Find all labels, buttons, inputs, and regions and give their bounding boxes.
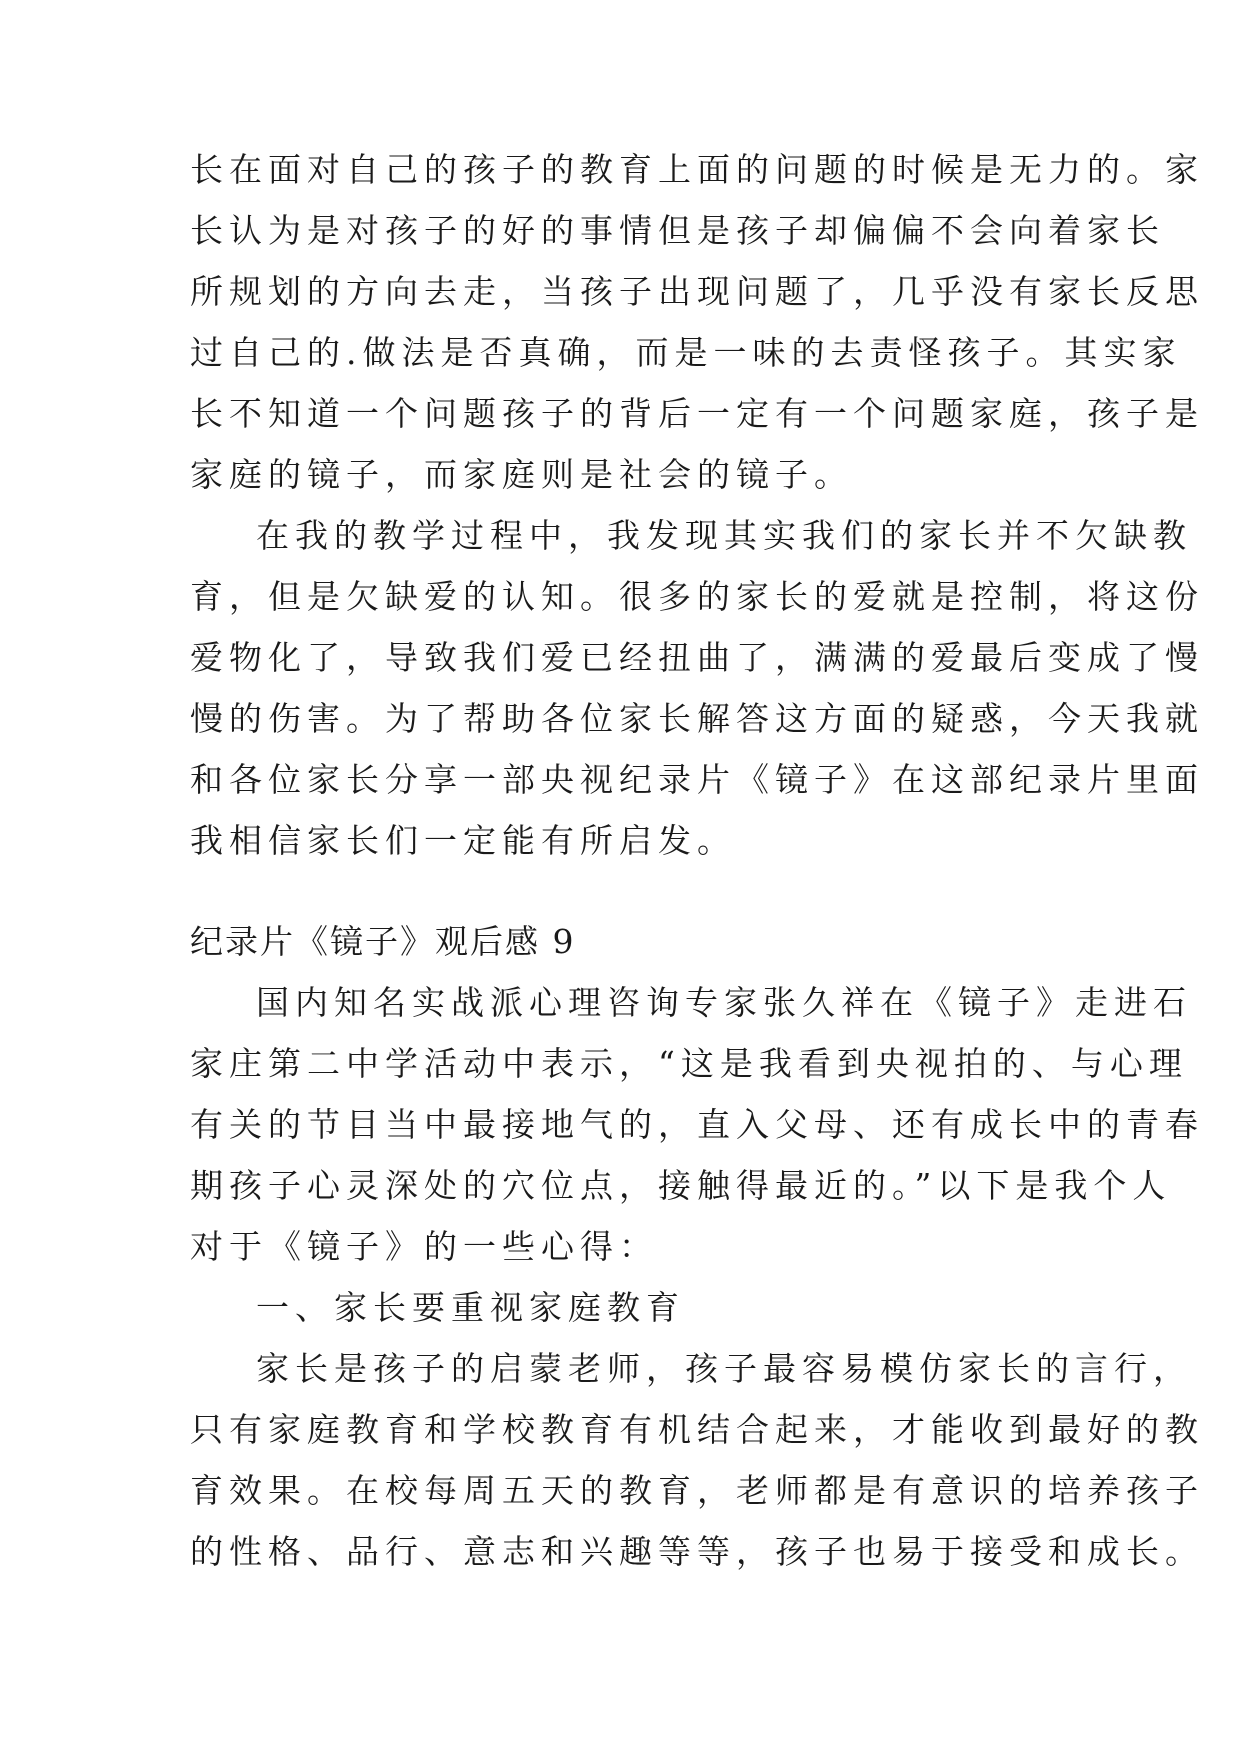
text-line: 长认为是对孩子的好的事情但是孩子却偏偏不会向着家长 xyxy=(190,211,1165,250)
text-line: 和各位家长分享一部央视纪录片《镜子》在这部纪录片里面 xyxy=(190,760,1204,799)
text-line: 家庭的镜子，而家庭则是社会的镜子。 xyxy=(190,455,853,494)
text-line: 爱物化了，导致我们爱已经扭曲了，满满的爱最后变成了慢 xyxy=(190,638,1204,677)
text-line: 期孩子心灵深处的穴位点，接触得最近的。”以下是我个人 xyxy=(190,1166,1172,1205)
text-line: 有关的节目当中最接地气的，直入父母、还有成长中的青春 xyxy=(190,1105,1204,1144)
text-line: 只有家庭教育和学校教育有机结合起来，才能收到最好的教 xyxy=(190,1410,1204,1449)
text-line: 长在面对自己的孩子的教育上面的问题的时候是无力的。家 xyxy=(190,150,1204,189)
text-line: 过自己的.做法是否真确，而是一味的去责怪孩子。其实家 xyxy=(190,333,1182,372)
text-line: 所规划的方向去走，当孩子出现问题了，几乎没有家长反思 xyxy=(190,272,1204,311)
text-line: 慢的伤害。为了帮助各位家长解答这方面的疑惑，今天我就 xyxy=(190,699,1204,738)
section-title: 纪录片《镜子》观后感 9 xyxy=(190,922,576,961)
text-line: 育，但是欠缺爱的认知。很多的家长的爱就是控制，将这份 xyxy=(190,577,1204,616)
text-line: 我相信家长们一定能有所启发。 xyxy=(190,821,736,860)
text-line: 对于《镜子》的一些心得： xyxy=(190,1227,658,1266)
text-line: 国内知名实战派心理咨询专家张久祥在《镜子》走进石 xyxy=(256,983,1192,1022)
text-line: 在我的教学过程中，我发现其实我们的家长并不欠缺教 xyxy=(256,516,1192,555)
text-line: 长不知道一个问题孩子的背后一定有一个问题家庭，孩子是 xyxy=(190,394,1204,433)
text-line: 家长是孩子的启蒙老师，孩子最容易模仿家长的言行， xyxy=(256,1349,1192,1388)
subheading: 一、家长要重视家庭教育 xyxy=(256,1288,685,1327)
text-line: 家庄第二中学活动中表示，“这是我看到央视拍的、与心理 xyxy=(190,1044,1188,1083)
text-line: 育效果。在校每周五天的教育，老师都是有意识的培养孩子 xyxy=(190,1471,1204,1510)
text-line: 的性格、品行、意志和兴趣等等，孩子也易于接受和成长。 xyxy=(190,1532,1204,1571)
